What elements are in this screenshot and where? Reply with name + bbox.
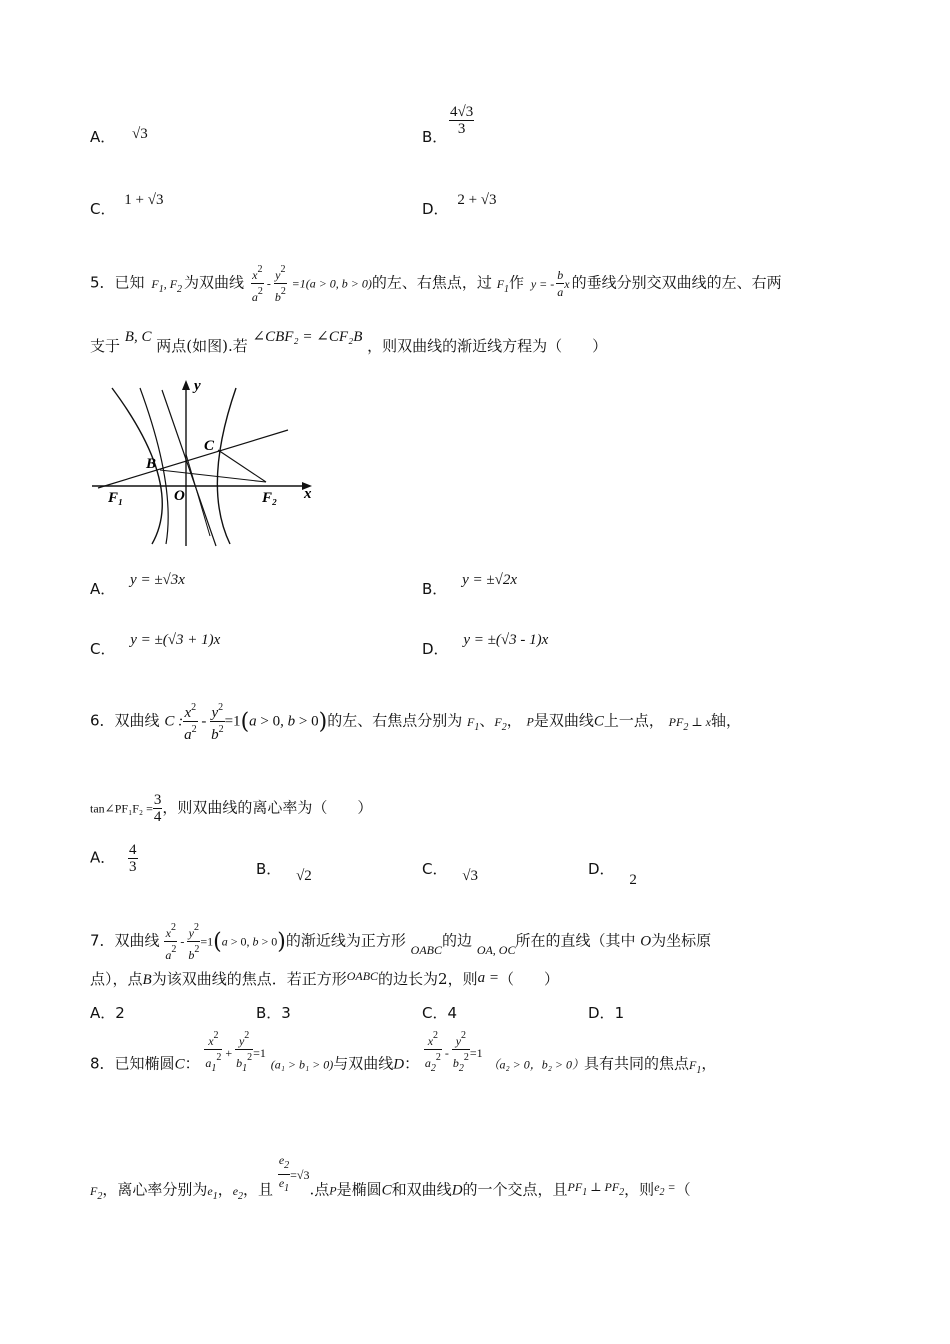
q4-option-b[interactable]: B． (422, 128, 448, 146)
q7-option-d[interactable]: D．1 (588, 1004, 625, 1022)
q7-option-c[interactable]: C．4 (422, 1004, 458, 1022)
right-branch (217, 388, 236, 544)
q8-line2: $F_2$，离心率分别为$e_1$，$e_2$，且 $\frac{e_2}{e_1}$ $^{=√3}$.点P是椭圆C和双曲线D的一个交点，且$^{PF_1 \perp PF_2}$，则$^{e_2 =}$（ (90, 1153, 691, 1202)
q4-option-c[interactable]: C． 1 + √3 (90, 192, 164, 218)
point-c-label: C (204, 438, 215, 454)
q6-line2: tan∠PF₁F₂ = $\frac{3}{4}$ ，则双曲线的离心率为（ ） (90, 792, 373, 825)
q4-option-d-expr: 2 + √3 (457, 192, 497, 208)
q6-option-d[interactable]: D． 2 (588, 860, 637, 888)
q5-line2: 支于 B, C 两点(如图).若 ∠CBF₂ = ∠CF₂B ，则双曲线的渐近线方程为（ ） (90, 329, 608, 355)
asymptote-line (162, 390, 216, 546)
x-axis-label: x (304, 486, 312, 502)
q8-line1: 8．已知椭圆C： $\frac{x^2}{a_1^2}$ + $\frac{y^2}{b_1^2}$ $^{=1}$ (a₁ > b₁ > 0)与双曲线D： $\frac{x^2}{a_2^2}$ - $\frac{y^2}{b_2^2}$ $^{=1}$ （a₂ > 0，b₂ > 0）具有共同的焦点$F_1$， (90, 1030, 717, 1076)
q7-option-a[interactable]: A．2 (90, 1004, 125, 1022)
q6-option-b[interactable]: B． √2 (256, 860, 312, 884)
q6-line1: 6．双曲线 C : $\frac{x^2}{a^2}$ - $\frac{y^2}{b^2}$ =1(a > 0, b > 0)的左、右焦点分别为 $F_1$、$F_2$， P是双曲线C上一点， $PF_2$ ⊥ x轴， (90, 702, 741, 743)
q5-hyperbola-figure (90, 376, 330, 548)
q5-option-c[interactable]: C． y = ±(√3 + 1)x (90, 632, 221, 658)
q4-option-a-expr: √3 (132, 126, 148, 142)
origin-label: O (174, 488, 185, 504)
q4-option-b-frac: $\frac{4√3}{3}$ (450, 104, 474, 137)
y-axis-arrow (182, 380, 190, 390)
q4-option-c-expr: 1 + √3 (124, 192, 164, 208)
helper-line (186, 454, 210, 536)
q7-line1: 7．双曲线 $\frac{x^2}{a^2}$ - $\frac{y^2}{b^2}$ =1(a > 0, b > 0)的渐近线为正方形 $_{OABC}$的边 $_{OA, OC}$所在的直线（其中 O为坐标原 (90, 922, 712, 962)
focus-f1-label: F₁ (108, 490, 124, 506)
q6-option-a[interactable]: A． $\frac{4}{3}$ (90, 842, 137, 875)
q5-option-b[interactable]: B． y = ±√2x (422, 572, 517, 598)
point-b-label: B (146, 456, 157, 472)
q5-option-a[interactable]: A． y = ±√3x (90, 572, 185, 598)
q6-option-c[interactable]: C． √3 (422, 860, 478, 884)
q4-option-d[interactable]: D． 2 + √3 (422, 192, 497, 218)
q7-line2: 点），点B为该双曲线的焦点．若正方形$^{OABC}$的边长为2，则a =（ ） (90, 969, 559, 988)
q4-option-a[interactable]: A． √3 (90, 126, 148, 146)
focus-f2-label: F₂ (262, 490, 278, 506)
q5-line1: 5．已知 $F_1$, $F_2$ 为双曲线 $\frac{x^2}{a^2}$ - $\frac{y^2}{b^2}$ =1(a > 0, b > 0)的左、右焦点，过 $F_1$作 y = - $\frac{b}{a}$ x 的垂线分别交双曲线的左、右两 (90, 264, 782, 304)
y-axis-label: y (194, 378, 201, 394)
q7-option-b[interactable]: B．3 (256, 1004, 291, 1022)
q5-option-d[interactable]: D． y = ±(√3 - 1)x (422, 632, 549, 658)
